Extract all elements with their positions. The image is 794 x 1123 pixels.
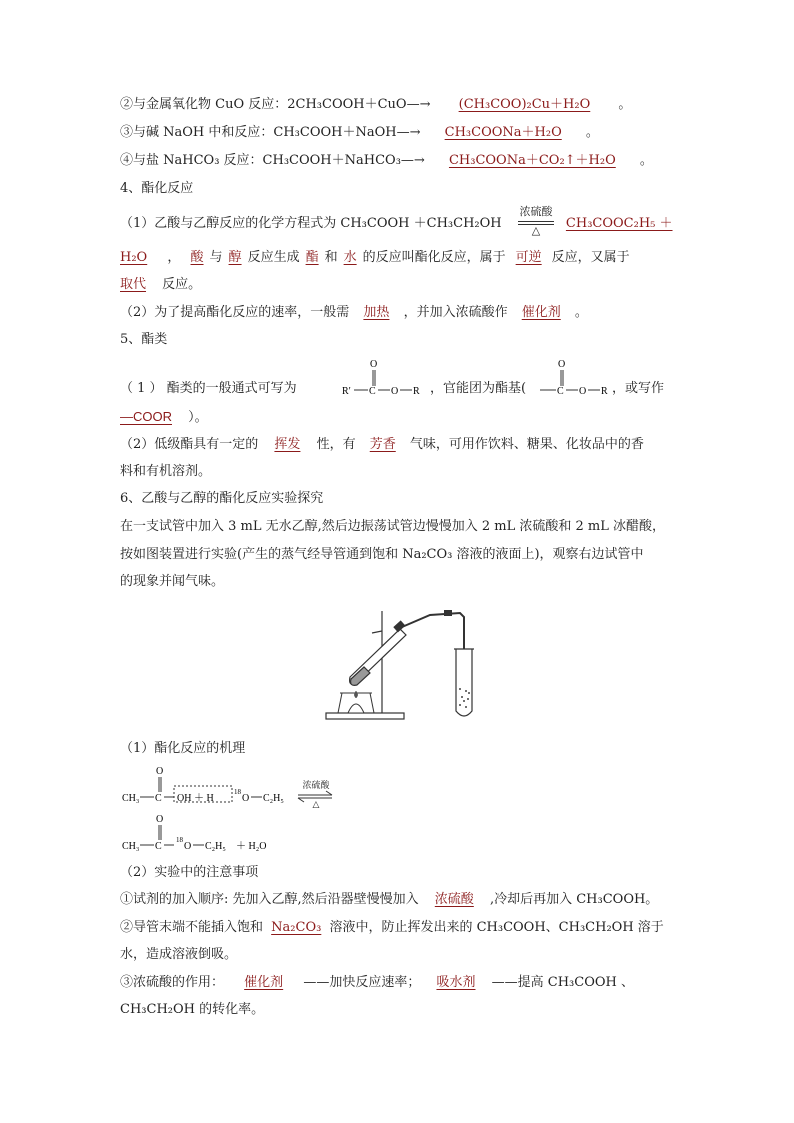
formula-c: C	[369, 386, 376, 397]
text: （1）乙酸与乙醇反应的化学方程式为 CH₃COOH ＋CH₃CH₂OH	[120, 216, 502, 231]
line-ester-formula-post	[612, 380, 664, 398]
line-eq-1	[120, 215, 673, 233]
text: ，	[167, 250, 181, 265]
heading-notes: （2）实验中的注意事项	[120, 865, 259, 880]
mech-18: 18	[234, 788, 241, 796]
answer-volatile: 挥发	[274, 437, 301, 452]
mech-delta: △	[312, 800, 320, 810]
line-ester-formula-mid	[430, 380, 526, 398]
text: ③与碱 NaOH 中和反应：CH₃COOH＋NaOH—→	[120, 125, 421, 140]
text: ,冷却后再加入 CH₃COOH。	[489, 892, 659, 907]
mech-c2h5: C₂H₅	[263, 793, 284, 804]
answer-catalyst: 催化剂	[521, 305, 561, 320]
heading-mechanism: （1）酯化反应的机理	[120, 741, 246, 756]
ester-group-formula	[536, 356, 618, 400]
line-rate	[120, 304, 588, 322]
group-o: O	[558, 359, 566, 370]
text: 与	[209, 250, 223, 265]
answer-acid: 酸	[190, 250, 204, 265]
prod-o: O	[156, 814, 164, 825]
apparatus-diagram	[320, 603, 488, 723]
note-tube	[120, 919, 664, 937]
text: 反应生成	[247, 250, 300, 265]
line-volatile	[120, 436, 644, 454]
burner	[348, 704, 364, 713]
text: 。	[639, 153, 653, 168]
answer-coor: —COOR	[120, 409, 172, 424]
answer-water: H₂O	[120, 250, 148, 265]
prod-c2h5: C₂H₅	[205, 841, 226, 852]
prod-18: 18	[176, 836, 183, 844]
answer-alcohol: 醇	[228, 250, 242, 265]
heading-esterification: 4、酯化反应	[120, 181, 194, 196]
formula-r: R	[413, 386, 420, 397]
answer-dehydrant: 吸水剂	[436, 975, 476, 990]
answer-heat: 加热	[363, 305, 390, 320]
text: （2）低级酯具有一定的	[120, 437, 259, 452]
heading-esters: 5、酯类	[120, 332, 168, 347]
text: 气味，可用作饮料、糖果、化妆品中的香	[409, 437, 644, 452]
formula-o: O	[370, 359, 378, 370]
text: 。	[618, 97, 632, 112]
prod-ch3: CH₃	[122, 841, 140, 852]
mech-c: C	[155, 793, 162, 804]
answer-catalyst-2: 催化剂	[244, 975, 284, 990]
prod-c: C	[155, 841, 162, 852]
condition-top: 浓硫酸	[519, 205, 553, 218]
text: （2）为了提高酯化反应的速率，一般需	[120, 305, 350, 320]
group-o2: O	[579, 386, 587, 397]
answer-nahco3: CH₃COONa＋CO₂↑＋H₂O	[448, 153, 616, 168]
note-conversion: CH₃CH₂OH 的转化率。	[120, 1002, 265, 1017]
text: ——加快反应速率；	[303, 975, 421, 990]
mech-oh-h: OH ＋ H	[177, 793, 214, 804]
answer-aromatic: 芳香	[369, 437, 396, 452]
note-role	[120, 974, 634, 992]
text: 反应。	[162, 277, 202, 292]
condition-arrow	[518, 221, 554, 222]
answer-h2o: 水	[343, 250, 357, 265]
text: 溶液中，防止挥发出来的 CH₃COOH、CH₃CH₂OH 溶于	[329, 920, 664, 935]
line-coor	[120, 408, 208, 427]
answer-substitution: 取代	[120, 277, 147, 292]
text: 性，有	[316, 437, 356, 452]
text: ①试剂的加入顺序: 先加入乙醇,然后沿器壁慢慢加入	[120, 892, 419, 907]
text: ——提高 CH₃COOH 、	[491, 975, 634, 990]
mech-o2: O	[242, 793, 250, 804]
answer-na2co3: Na₂CO₃	[271, 920, 322, 935]
formula-r-prime: R′	[342, 386, 351, 397]
test-tube-right	[454, 649, 474, 716]
line-solvent: 料和有机溶剂。	[120, 464, 212, 479]
experiment-text-2: 按如图装置进行实验(产生的蒸气经导管通到饱和 Na₂CO₃ 溶液的液面上)，观察右边试管中	[120, 547, 644, 562]
text: 。	[585, 125, 599, 140]
test-tube-left	[350, 629, 406, 685]
mechanism-products	[118, 812, 318, 858]
mech-condition: 浓硫酸	[302, 781, 330, 791]
prod-water: ＋ H₂O	[236, 841, 267, 852]
group-c: C	[557, 386, 564, 397]
formula-o2: O	[391, 386, 399, 397]
answer-cuo: (CH₃COO)₂Cu＋H₂O	[458, 97, 591, 112]
text: ，官能团为酯基(	[430, 381, 527, 396]
ester-general-formula	[338, 356, 430, 400]
note-order	[120, 891, 658, 909]
text: 反应，又属于	[551, 250, 630, 265]
answer-ester-product: CH₃COOC₂H₅ ＋	[565, 216, 673, 231]
text: ②与金属氧化物 CuO 反应：2CH₃COOH＋CuO—→	[120, 97, 431, 112]
text: ，并加入浓硫酸作	[403, 305, 508, 320]
text: ，或写作	[612, 381, 665, 396]
group-r: R	[601, 386, 608, 397]
text: ④与盐 NaHCO₃ 反应：CH₃COOH＋NaHCO₃—→	[120, 153, 425, 168]
line-ester-formula	[120, 380, 297, 398]
text: 和	[324, 250, 338, 265]
mech-o: O	[156, 766, 164, 777]
answer-ester: 酯	[305, 250, 319, 265]
text: 。	[574, 305, 588, 320]
text: 的反应叫酯化反应，属于	[362, 250, 506, 265]
line-eq-2	[120, 249, 630, 267]
line-eq-3	[120, 276, 201, 294]
heading-experiment: 6、乙酸与乙醇的酯化反应实验探究	[120, 491, 324, 506]
note-backflow: 水，造成溶液倒吸。	[120, 947, 238, 962]
mech-ch3: CH₃	[122, 793, 140, 804]
text: （ 1 ） 酯类的一般通式可写为	[120, 381, 297, 396]
text: ②导管末端不能插入饱和	[120, 920, 264, 935]
flame	[354, 691, 358, 698]
answer-naoh: CH₃COONa＋H₂O	[444, 125, 562, 140]
answer-sulfuric: 浓硫酸	[434, 892, 474, 907]
line-cuo	[120, 96, 631, 114]
line-nahco3	[120, 152, 653, 170]
text: ）。	[188, 410, 208, 425]
delivery-tube	[402, 613, 464, 683]
experiment-text-1: 在一支试管中加入 3 mL 无水乙醇,然后边振荡试管边慢慢加入 2 mL 浓硫酸和 2 mL 冰醋酸，	[120, 519, 666, 534]
tube-joint	[444, 610, 452, 616]
prod-o2: O	[184, 841, 192, 852]
line-naoh	[120, 124, 599, 142]
condition-bottom: △	[531, 224, 541, 237]
answer-reversible: 可逆	[515, 250, 542, 265]
text: ③浓硫酸的作用：	[120, 975, 225, 990]
experiment-text-3: 的现象并闻气味。	[120, 574, 225, 589]
